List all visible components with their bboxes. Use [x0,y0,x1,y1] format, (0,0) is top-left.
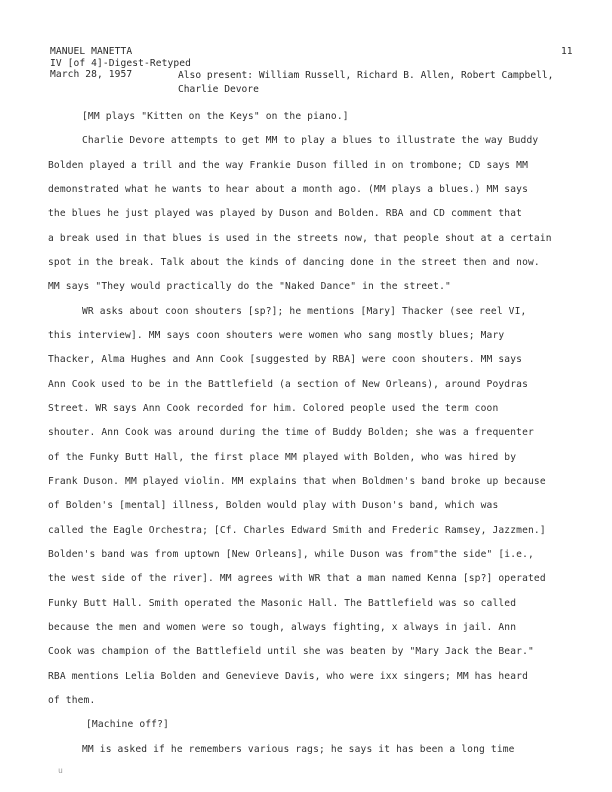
also-present-line-1: Also present: William Russell, Richard B. Allen, Robert Campbell, [178,70,554,81]
body-line-25: of them. [48,695,96,706]
margin-mark: u [58,766,63,775]
header-block [50,46,191,81]
body-line-6: a break used in that blues is used in the streets now, that people shout at a certain [48,233,552,244]
body-line-21: Funky Butt Hall. Smith operated the Masonic Hall. The Battlefield was so called [48,598,517,609]
body-line-14: shouter. Ann Cook was around during the time of Buddy Bolden; she was a frequenter [48,427,534,438]
body-line-24: RBA mentions Lelia Bolden and Genevieve Davis, who were ixx singers; MM has heard [48,671,528,682]
body-line-9: WR asks about coon shouters [sp?]; he mentions [Mary] Thacker (see reel VI, [82,306,527,317]
body-line-8: MM says "They would practically do the "Naked Dance" in the street." [48,281,451,292]
body-line-18: called the Eagle Orchestra; [Cf. Charles Edward Smith and Frederic Ramsey, Jazzmen.] [48,525,546,536]
page-number: 11 [561,46,573,57]
body-line-23: Cook was champion of the Battlefield until she was beaten by "Mary Jack the Bear." [48,646,534,657]
also-present-line-2: Charlie Devore [178,84,259,95]
body-line-2: Charlie Devore attempts to get MM to play a blues to illustrate the way Buddy [82,135,539,146]
body-line-13: Street. WR says Ann Cook recorded for him. Colored people used the term coon [48,403,499,414]
interviewee-name: MANUEL MANETTA [50,46,133,57]
body-line-7: spot in the break. Talk about the kinds of dancing done in the street then and now. [48,257,540,268]
body-line-17: of Bolden's [mental] illness, Bolden would play with Duson's band, which was [48,500,499,511]
body-line-27: MM is asked if he remembers various rags; he says it has been a long time [82,744,515,755]
body-line-4: demonstrated what he wants to hear about a month ago. (MM plays a blues.) MM says [48,184,528,195]
body-line-12: Ann Cook used to be in the Battlefield (a section of New Orleans), around Poydras [48,379,528,390]
body-line-1: [MM plays "Kitten on the Keys" on the piano.] [82,111,349,122]
body-line-16: Frank Duson. MM played violin. MM explains that when Boldmen's band broke up because [48,476,546,487]
body-line-5: the blues he just played was played by Duson and Bolden. RBA and CD comment that [48,208,523,219]
body-line-15: of the Funky Butt Hall, the first place MM played with Bolden, who was hired by [48,452,517,463]
also-present [178,69,553,97]
body-line-3: Bolden played a trill and the way Frankie Duson filled in on trombone; CD says MM [48,160,528,171]
body-line-10: this interview]. MM says coon shouters were women who sang mostly blues; Mary [48,330,505,341]
reel-label: IV [of 4]-Digest-Retyped [50,57,192,69]
body-line-26: [Machine off?] [86,719,169,730]
body-line-11: Thacker, Alma Hughes and Ann Cook [suggested by RBA] were coon shouters. MM says [48,354,523,365]
body-line-19: Bolden's band was from uptown [New Orleans], while Duson was from"the side" [i.e., [48,549,534,560]
body-line-20: the west side of the river]. MM agrees with WR that a man named Kenna [sp?] operated [48,573,546,584]
interview-date: March 28, 1957 [50,69,133,80]
body-line-22: because the men and women were so tough, always fighting, x always in jail. Ann [48,622,517,633]
